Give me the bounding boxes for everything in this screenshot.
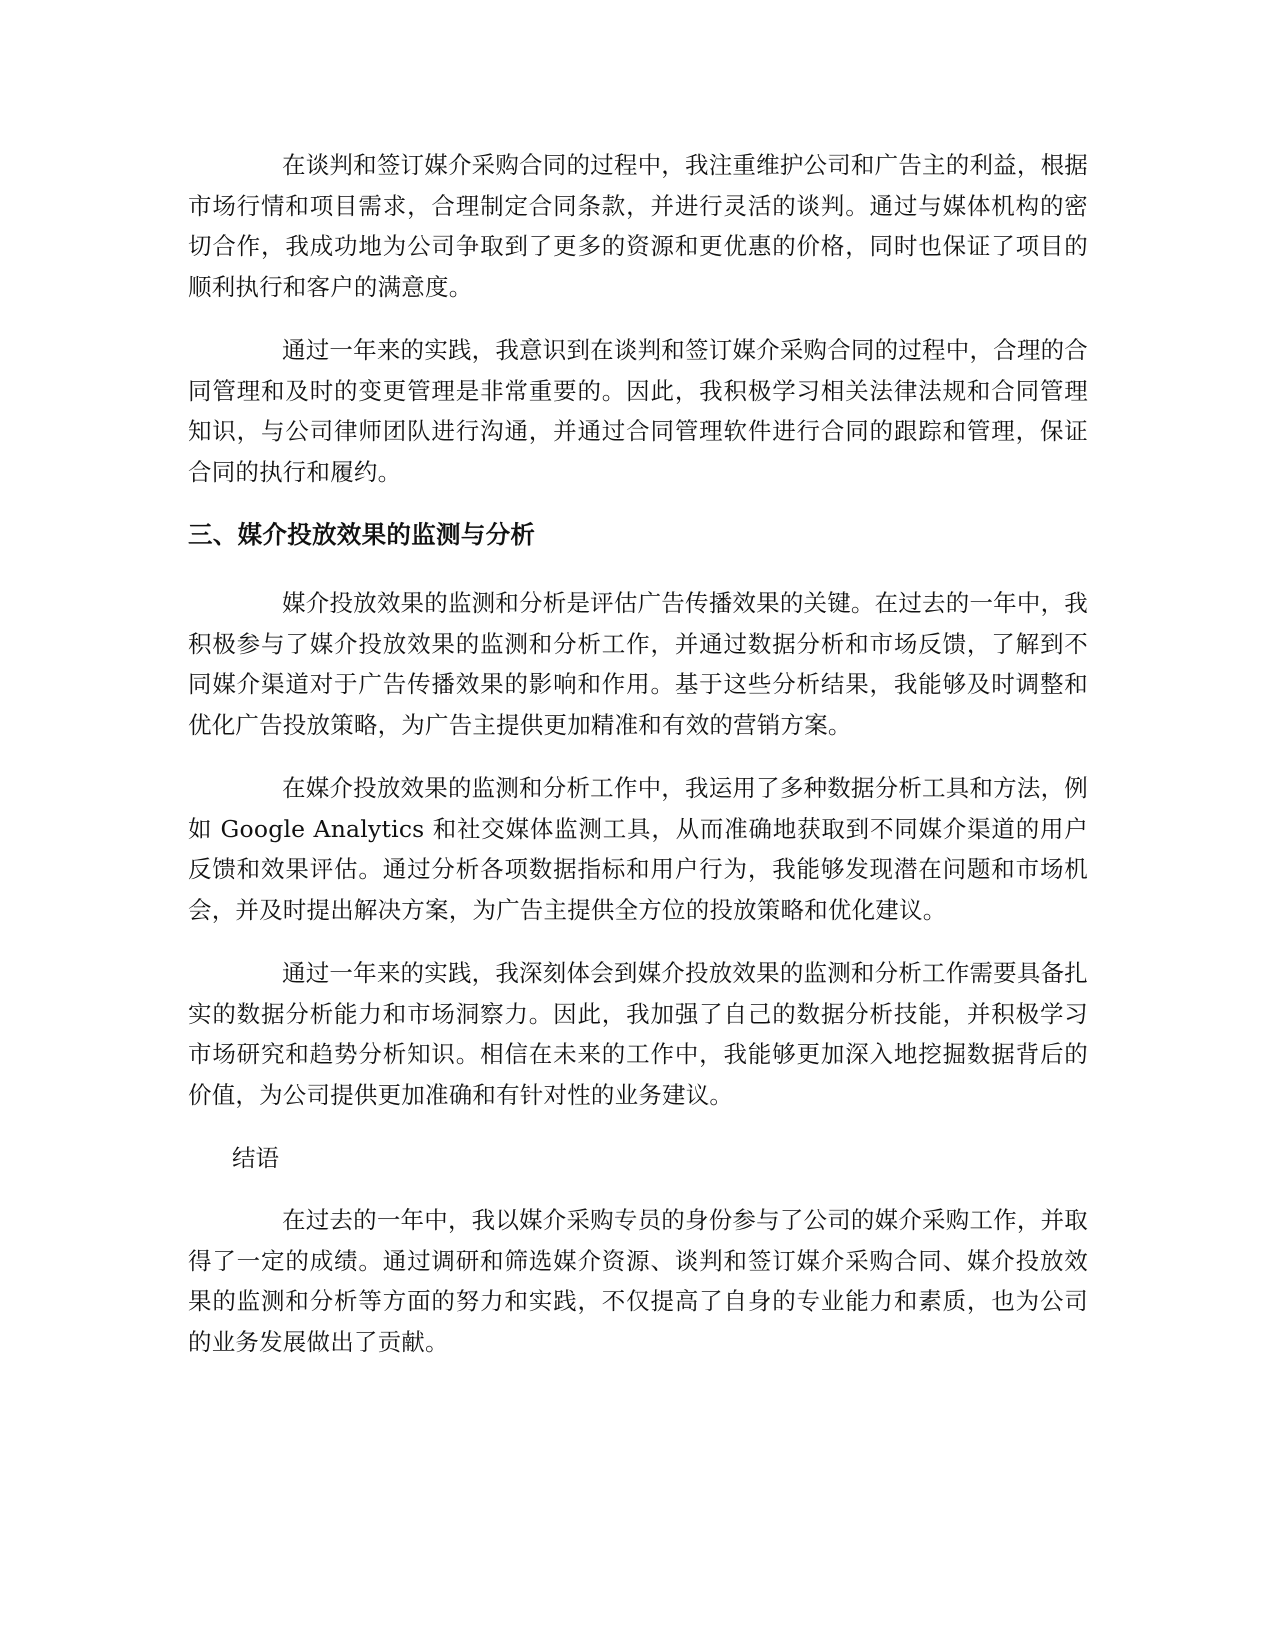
section-heading-media-monitoring: 三、媒介投放效果的监测与分析 <box>188 520 536 549</box>
paragraph-contract-management: 通过一年来的实践，我意识到在谈判和签订媒介采购合同的过程中，合理的合同管理和及时的变更管理是非常重要的。因此，我积极学习相关法律法规和合同管理知识，与公司律师团队进行沟通，并通过合同管理软件进行合同的跟踪和管理，保证合同的执行和履约。 <box>188 336 1088 486</box>
paragraph-analysis-tools: 在媒介投放效果的监测和分析工作中，我运用了多种数据分析工具和方法，例如 Google Analytics 和社交媒体监测工具，从而准确地获取到不同媒介渠道的用户反馈和效果评估。通过分析各项数据指标和用户行为，我能够发现潜在问题和市场机会，并及时提出解决方案，为广告主提供全方位的投放策略和优化建议。 <box>188 774 1088 924</box>
paragraph-conclusion: 在过去的一年中，我以媒介采购专员的身份参与了公司的媒介采购工作，并取得了一定的成绩。通过调研和筛选媒介资源、谈判和签订媒介采购合同、媒介投放效果的监测和分析等方面的努力和实践，不仅提高了自身的专业能力和素质，也为公司的业务发展做出了贡献。 <box>188 1206 1088 1356</box>
paragraph-contract-negotiation: 在谈判和签订媒介采购合同的过程中，我注重维护公司和广告主的利益，根据市场行情和项目需求，合理制定合同条款，并进行灵活的谈判。通过与媒体机构的密切合作，我成功地为公司争取到了更多的资源和更优惠的价格，同时也保证了项目的顺利执行和客户的满意度。 <box>188 151 1088 301</box>
document-body <box>188 145 1088 1385</box>
paragraph-monitoring-intro: 媒介投放效果的监测和分析是评估广告传播效果的关键。在过去的一年中，我积极参与了媒介投放效果的监测和分析工作，并通过数据分析和市场反馈，了解到不同媒介渠道对于广告传播效果的影响和作用。基于这些分析结果，我能够及时调整和优化广告投放策略，为广告主提供更加精准和有效的营销方案。 <box>188 589 1088 739</box>
paragraph-analysis-skills: 通过一年来的实践，我深刻体会到媒介投放效果的监测和分析工作需要具备扎实的数据分析能力和市场洞察力。因此，我加强了自己的数据分析技能，并积极学习市场研究和趋势分析知识。相信在未来的工作中，我能够更加深入地挖掘数据背后的价值，为公司提供更加准确和有针对性的业务建议。 <box>188 959 1088 1109</box>
closing-heading: 结语 <box>232 1144 279 1172</box>
